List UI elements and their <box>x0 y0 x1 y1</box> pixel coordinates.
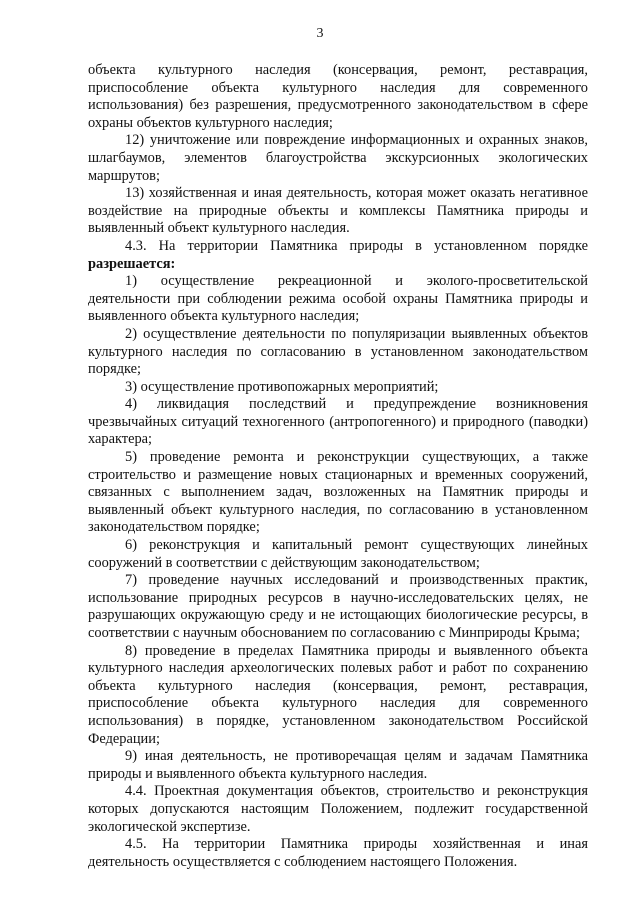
paragraph-permitted-9: 9) иная деятельность, не противоречащая целям и задачам Памятника природы и выявленного объекта культурного наследия. <box>88 748 588 782</box>
paragraph-permitted-8: 8) проведение в пределах Памятника природы и выявленного объекта культурного наследия археологических полевых работ и работ по сохранению объекта культурного наследия (консервация, ремонт, реставрация, приспособление объекта культурного наследия для современного использования) в порядке, установленном законодательством Российской Федерации; <box>88 642 588 747</box>
paragraph-section-4-3 <box>88 238 588 273</box>
paragraph-permitted-5: 5) проведение ремонта и реконструкции существующих, а также строительство и размещение новых стационарных и временных сооружений, связанных с выполнением задач, возложенных на Памятник природы и выявленный объект культурного наследия, по согласованию в установленном законодательством порядке; <box>88 449 588 536</box>
paragraph-permitted-3: 3) осуществление противопожарных мероприятий; <box>125 378 439 395</box>
paragraph-permitted-2: 2) осуществление деятельности по популяризации выявленных объектов культурного наследия по согласованию в установленном законодательством порядке; <box>88 325 588 378</box>
document-body <box>88 62 588 871</box>
section-4-3-lead: 4.3. На территории Памятника природы в установленном порядке <box>125 237 588 254</box>
paragraph-permitted-1: 1) осуществление рекреационной и эколого-просветительской деятельности при соблюдении режима особой охраны Памятника природы и выявленного объекта культурного наследия; <box>88 273 588 325</box>
paragraph-permitted-7: 7) проведение научных исследований и производственных практик, использование природных ресурсов в научно-исследовательских целях, не разрушающих окружающую среду и не истощающих биологические ресурсы, в соответствии с научным обоснованием по согласованию с Минприроды Крыма; <box>88 572 588 641</box>
paragraph-permitted-6: 6) реконструкция и капитальный ремонт существующих линейных сооружений в соответствии с действующим законодательством; <box>88 537 588 571</box>
page-number: 3 <box>316 26 324 41</box>
paragraph-item-13: 13) хозяйственная и иная деятельность, которая может оказать негативное воздействие на природные объекты и комплексы Памятника природы и выявленный объект культурного наследия. <box>88 185 588 237</box>
paragraph-permitted-4: 4) ликвидация последствий и предупреждение возникновения чрезвычайных ситуаций техногенного (антропогенного) и природного (паводки) характера; <box>88 396 588 448</box>
paragraph-item-12: 12) уничтожение или повреждение информационных и охранных знаков, шлагбаумов, элементов благоустройства экскурсионных экологических маршрутов; <box>88 132 588 184</box>
paragraph-section-4-5: 4.5. На территории Памятника природы хозяйственная и иная деятельность осуществляется с соблюдением настоящего Положения. <box>88 836 588 870</box>
paragraph-continuation: объекта культурного наследия (консервация, ремонт, реставрация, приспособление объекта культурного наследия для современного использования) без разрешения, предусмотренного законодательством в сфере охраны объектов культурного наследия; <box>88 62 588 131</box>
paragraph-section-4-4: 4.4. Проектная документация объектов, строительство и реконструкция которых допускаются настоящим Положением, подлежит государственной экологической экспертизе. <box>88 783 588 835</box>
section-4-3-permitted-label: разрешается: <box>88 255 176 272</box>
